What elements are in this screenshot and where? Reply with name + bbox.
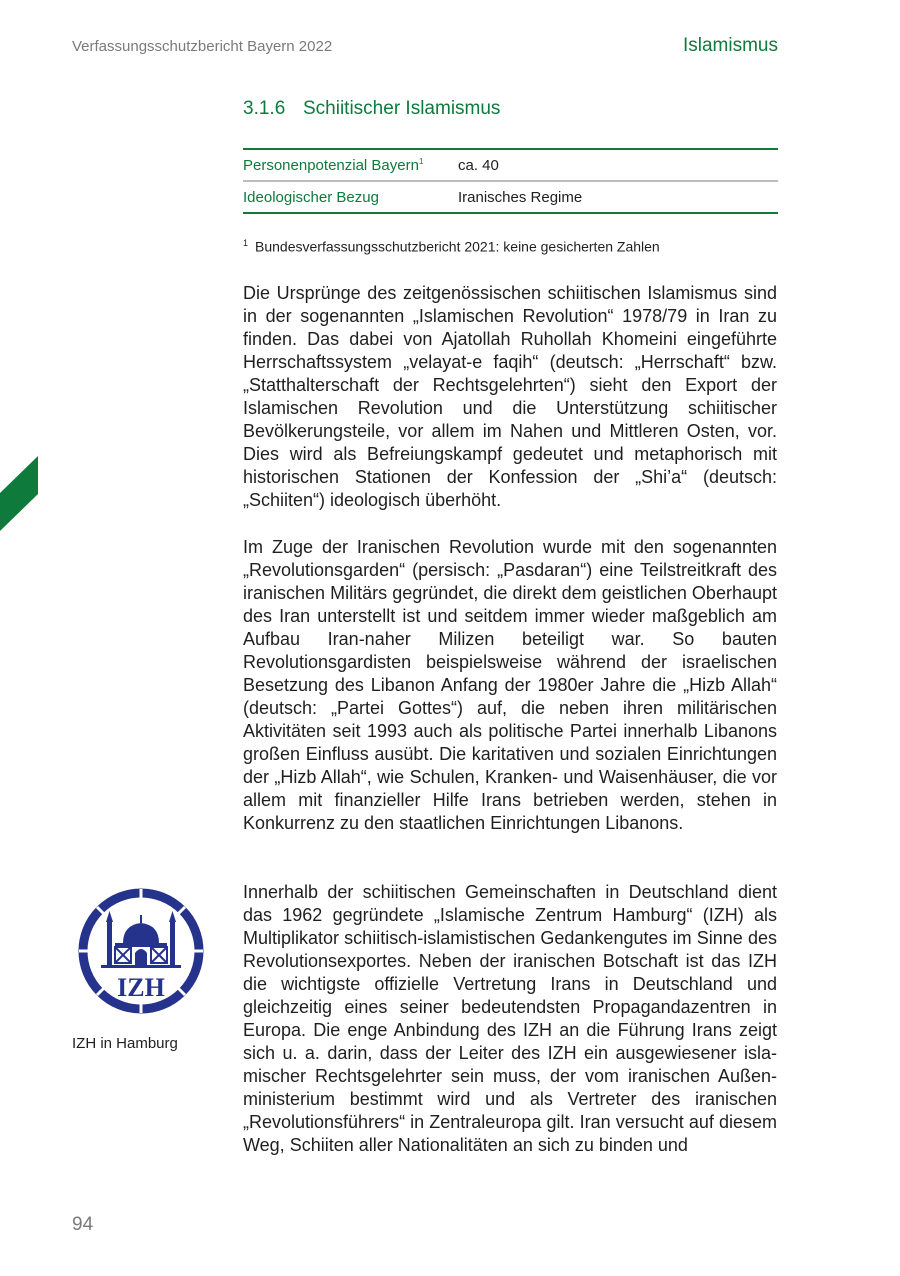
logo-text: IZH [117, 973, 165, 1002]
section-title: Schiitischer Islamismus [303, 98, 501, 119]
section-heading [243, 98, 500, 120]
section-number: 3.1.6 [243, 98, 286, 119]
body-paragraph-3: Innerhalb der schiitischen Gemeinschaften in Deutschland dient das 1962 gegründete „Islamische Zentrum Hamburg“ (IZH) als Multiplikator schiitisch-islamistischen Gedankengutes im Sinne des Revolutionsexportes. Neben der iranischen Botschaft ist das IZH die wichtigste offizielle Vertretung Irans in Deutschland und gleichzeitig eines seiner bedeutendsten Propagandazentren in Europa. Die enge Anbindung des IZH an die Führung Irans zeigt sich u. a. darin, dass der Leiter des IZH ein ausgewiesener islamischer Rechtsgelehrter sein muss, der vom iranischen Außenministerium bestimmt wird und als Vertreter des iranischen „Revolutionsführers“ in Zentraleuropa gilt. Iran versucht auf diesem Weg, Schiiten aller Nationalitäten an sich zu binden und [243, 882, 777, 1155]
info-value: Iranisches Regime [458, 188, 583, 206]
info-key-label: Ideologischer Bezug [243, 188, 379, 206]
footnote-text: Bundesverfassungsschutzbericht 2021: keine gesicherten Zahlen [255, 238, 660, 255]
info-key [243, 157, 458, 174]
footnote-mark: 1 [243, 238, 249, 248]
izh-logo [71, 881, 211, 1021]
info-key-label: Personenpotenzial Bayern [243, 156, 419, 174]
info-key [243, 189, 458, 206]
chapter-label: Islamismus [682, 35, 778, 56]
info-row [243, 180, 778, 212]
figure-caption: IZH in Hamburg [72, 1035, 178, 1052]
page-number: 94 [72, 1214, 94, 1235]
footnote [243, 238, 660, 255]
running-header-title: Verfassungsschutzbericht Bayern 2022 [72, 38, 333, 55]
body-paragraph-2: Im Zuge der Iranischen Revolution wurde mit den sogenannten „Revolutionsgarden“ (persisch: „Pasdaran“) eine Teilstreitkraft des iranischen Militärs gegründet, die direkt dem geistlichen Oberhaupt des Iran unterstellt ist und seitdem immer wieder maßgeblich am Aufbau Iran-naher Milizen beteiligt war. So bauten Revolutionsgardisten beispielsweise während der israelischen Besetzung des Libanon Anfang der 1980er Jahre die „Hizb Allah“ (deutsch: „Partei Gottes“) auf, die neben ihren militärischen Aktivitäten seit 1993 auch als politische Partei innerhalb Libanons großen Einfluss ausübt. Die karitativen und sozialen Einrichtungen der „Hizb Allah“, wie Schulen, Kranken- und Waisenhäuser, die vor allem mit finanzieller Hilfe Irans betrieben werden, stehen in Konkurrenz zu den staatlichen Einrichtungen Libanons. [243, 537, 777, 833]
info-row [243, 150, 778, 180]
info-table [243, 148, 778, 214]
chapter-tab-marker [0, 456, 38, 531]
body-paragraph-1: Die Ursprünge des zeitgenössischen schiitischen Islamismus sind in der sogenannten „Islamischen Revolution“ 1978/79 in Iran zu finden. Das dabei von Ajatollah Ruhollah Khomeini eingeführte Herrschaftssystem „velayat-e faqih“ (deutsch: „Herrschaft“ bzw. „Statthalterschaft der Rechtsgelehrten“) sieht den Export der Islamischen Revolution und die Unterstützung schiitischer Bevölkerungsteile, vor allem im Nahen und Mittleren Osten, vor. Dies wird als Befreiungskampf gedeutet und metaphorisch mit historischen Stationen der Konfession der „Shi’a“ (deutsch: „Schiiten“) ideologisch überhöht. [243, 283, 777, 510]
info-value: ca. 40 [458, 156, 499, 174]
footnote-ref: 1 [418, 156, 424, 166]
